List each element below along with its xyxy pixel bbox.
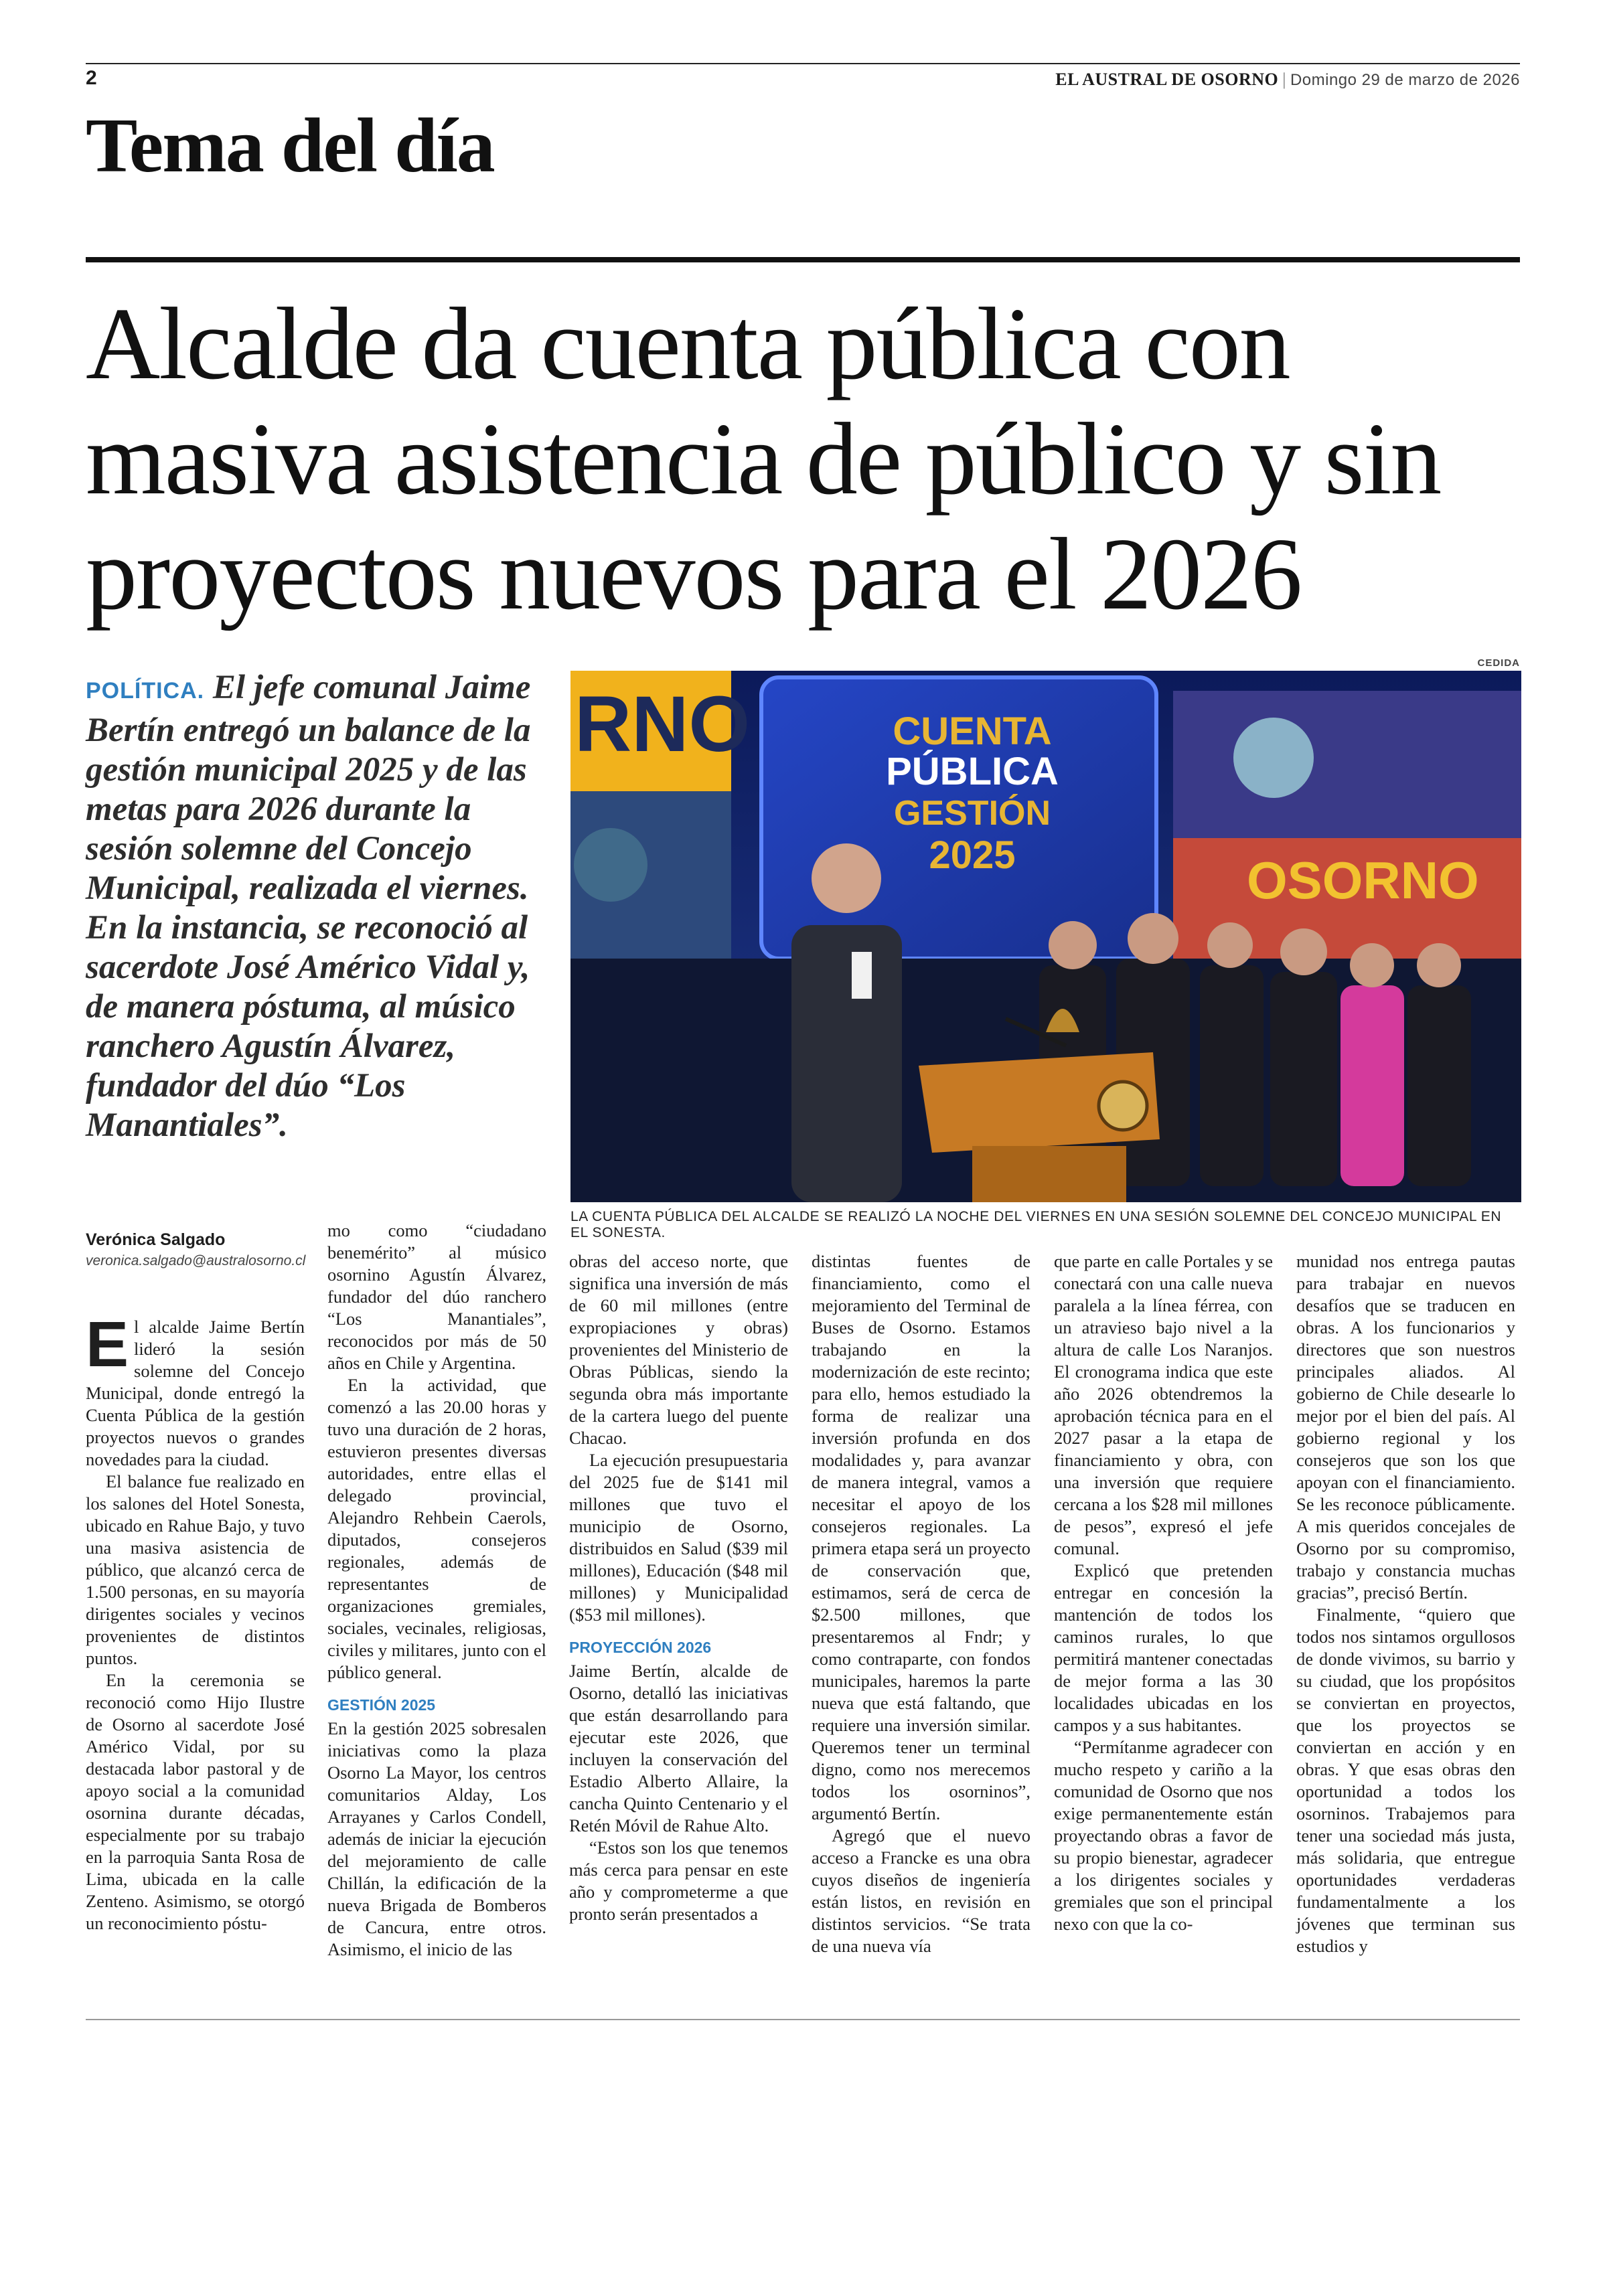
article-paragraph: “Permítanme agradecer con mucho respeto y cariño a la comunidad de Osorno que nos exige permanentemente están proyectando obras a favor de su propio bienestar, agradecer a los dirigentes sociales y gremiales que son el principal nexo con que la co- [1054,1737,1273,1934]
photo-side-left-text: RNO [575,680,751,768]
author-email[interactable]: veronica.salgado@australosorno.cl [86,1253,306,1268]
bottom-rule [86,2019,1520,2020]
article-photo [570,671,1521,1202]
article-paragraph: En la actividad, que comenzó a las 20.00 horas y tuvo una duración de 2 horas, estuvieron presentes diversas autoridades, entre ellas el delegado provincial, Alejandro Rehbein Caerols, diputados, consejeros regionales, además de representantes de organizaciones gremiales, sociales, vecinales, religiosas, civiles y militares, junto con el público general. [327,1375,546,1682]
article-column-6 [1296,1250,1515,1957]
author-name: Verónica Salgado [86,1230,226,1249]
paragraph-text: l alcalde Jaime Bertín lideró la sesión solemne del Concejo Municipal, donde entregó la Cuenta Pública de la gestión proyectos nuevos o grandes novedades para la ciudad. [86,1317,305,1469]
drop-cap: E [86,1309,129,1380]
article-column-5 [1054,1250,1273,1935]
article-paragraph: El balance fue realizado en los salones del Hotel Sonesta, ubicado en Rahue Bajo, y tuvo una masiva asistencia de público, que alcanzó cerca de 1.500 personas, en su mayoría dirigentes sociales y vecinos provenientes de distintos puntos. [86,1471,305,1668]
photo-screen-line4: 2025 [929,833,1016,877]
article-paragraph [86,1309,305,1471]
lead-text: El jefe comunal Jaime Bertín entregó un balance de la gestión municipal 2025 y de las metas para 2026 durante la sesión solemne del Concejo Municipal, realizada el viernes. En la instancia, se reconoció al sacerdote José Américo Vidal y, de manera póstuma, al músico ranchero Agustín Álvarez, fundador del dúo “Los Manantiales”. [86,669,531,1144]
subhead-proyeccion-2026: PROYECCIÓN 2026 [569,1639,712,1656]
publication-date: Domingo 29 de marzo de 2026 [1290,71,1520,89]
article-paragraph: Explicó que pretenden entregar en concesión la mantención de todos los caminos rurales, lo que permitirá mantener conectadas de mejor forma a las 30 localidades ubicadas en los campos y a sus habitantes. [1054,1560,1273,1735]
article-paragraph: Finalmente, “quiero que todos nos sintamos orgullosos de donde vivimos, su barrio y su ciudad, que los propósitos se conviertan en proyectos, que los proyectos se conviertan en acción y en obras. Y que esas obras den oportunidad a todos los osorninos. Trabajemos para tener una sociedad más justa, más solidaria, que entregue oportunidades verdaderas fundamentalmente a los jóvenes que terminan sus estudios y [1296,1605,1515,1956]
article-column-1 [86,1309,305,1935]
photo-side-right-text: OSORNO [1247,851,1479,910]
photo-screen-line1: CUENTA [893,710,1052,753]
photo-caption: LA CUENTA PÚBLICA DEL ALCALDE SE REALIZÓ LA NOCHE DEL VIERNES EN UNA SESIÓN SOLEMNE DEL CONCEJO MUNICIPAL EN EL SONESTA. [570,1209,1502,1240]
lead-kicker: POLÍTICA. [86,678,205,704]
photo-credit: CEDIDA [1477,657,1520,669]
article-paragraph: obras del acceso norte, que significa una inversión de más de 60 mil millones (entre expropiaciones y obras) provenientes del Ministerio de Obras Públicas, siendo la segunda obra más importante de la cartera luego del puente Chacao. [569,1251,788,1448]
article-headline: Alcalde da cuenta pública con masiva asistencia de público y sin proyectos nuevos para el 2026 [86,287,1441,631]
article-column-2 [327,1220,546,1961]
article-paragraph: munidad nos entrega pautas para trabajar en nuevos desafíos que se traducen en obras. A los funcionarios y directores que son nuestros principales aliados. Al gobierno de Chile desearle lo mejor por el bien del país. Al gobierno regional y los consejeros que son los que apoyan con el financiamiento. Se les reconoce públicamente. A mis queridos concejales de Osorno por su compromiso, trabajo y constancia muchas gracias”, precisó Bertín. [1296,1251,1515,1603]
section-rule [86,257,1520,262]
article-column-3 [569,1250,788,1925]
article-paragraph: En la ceremonia se reconoció como Hijo Ilustre de Osorno al sacerdote José Américo Vidal, por su destacada labor pastoral y de apoyo social a la comunidad osornina durante décadas, especialmente por su trabajo en la parroquia Santa Rosa de Lima, ubicada en la calle Zenteno. Asimismo, se otorgó un reconocimiento póstu- [86,1670,305,1933]
article-paragraph: que parte en calle Portales y se conectará con una calle nueva paralela a la línea férrea, con un atravieso bajo nivel a la altura de calle Los Naranjos. El cronograma indica que este año 2026 obtendremos la aprobación técnica para en el 2027 pasar a la etapa de financiamiento y obra, con una inversión que requiere cercana a los $28 mil millones de pesos”, expresó el jefe comunal. [1054,1251,1273,1558]
article-lead [86,668,548,1145]
article-paragraph: Jaime Bertín, alcalde de Osorno, detalló las iniciativas que están desarrollando para ejecutar este 2026, que incluyen la conservación del Estadio Alberto Allaire, la cancha Quinto Centenario y el Retén Móvil de Rahue Alto. [569,1661,788,1835]
article-paragraph: “Estos son los que tenemos más cerca para pensar en este año y comprometerme a que pronto serán presentados a [569,1837,788,1924]
section-title: Tema del día [86,103,494,189]
article-paragraph: Agregó que el nuevo acceso a Francke es una obra cuyos diseños de ingeniería están listos, en revisión en distintos servicios. “Se trata de una nueva vía [812,1825,1030,1956]
photo-screen-line3: GESTIÓN [893,794,1051,833]
article-column-4 [812,1250,1030,1957]
article-paragraph: En la gestión 2025 sobresalen iniciativas como la plaza Osorno La Mayor, los centros comunitarios Alday, Los Arrayanes y Carlos Condell, además de iniciar la ejecución del mejoramiento de calle Chillán, la edificación de la nueva Brigada de Bomberos de Cancura, entre otros. Asimismo, el inicio de las [327,1718,546,1959]
masthead [1055,70,1520,90]
page-number: 2 [86,67,97,89]
article-paragraph: La ejecución presupuestaria del 2025 fue de $141 mil millones que tuvo el municipio de Osorno, distribuidos en Salud ($39 mil millones), Educación ($48 mil millones) y Municipalidad ($53 mil millones). [569,1450,788,1625]
masthead-separator: | [1282,70,1286,89]
photo-screen-line2: PÚBLICA [886,750,1059,793]
publication-name: EL AUSTRAL DE OSORNO [1055,70,1279,89]
subhead-gestion-2025: GESTIÓN 2025 [327,1696,436,1714]
article-paragraph: mo como “ciudadano benemérito” al músico osornino Agustín Álvarez, fundador del dúo ranchero “Los Manantiales”, reconocidos por más de 50 años en Chile y Argentina. [327,1220,546,1373]
article-paragraph: distintas fuentes de financiamiento, como el mejoramiento del Terminal de Buses de Osorno. Estamos trabajando en la modernización de este recinto; para ello, hemos estudiado la forma de realizar una inversión profunda en dos modalidades y, para avanzar de manera integral, vamos a necesitar el apoyo de los consejeros regionales. La primera etapa será un proyecto de conservación que, estimamos, será de cerca de $2.500 millones, que presentaremos al Fndr; y como contraparte, con fondos municipales, haremos la parte nueva que está faltando, que requiere una inversión similar. Queremos tener un terminal digno, como nos merecemos todos los osorninos”, argumentó Bertín. [812,1251,1030,1823]
top-rule [86,63,1520,64]
